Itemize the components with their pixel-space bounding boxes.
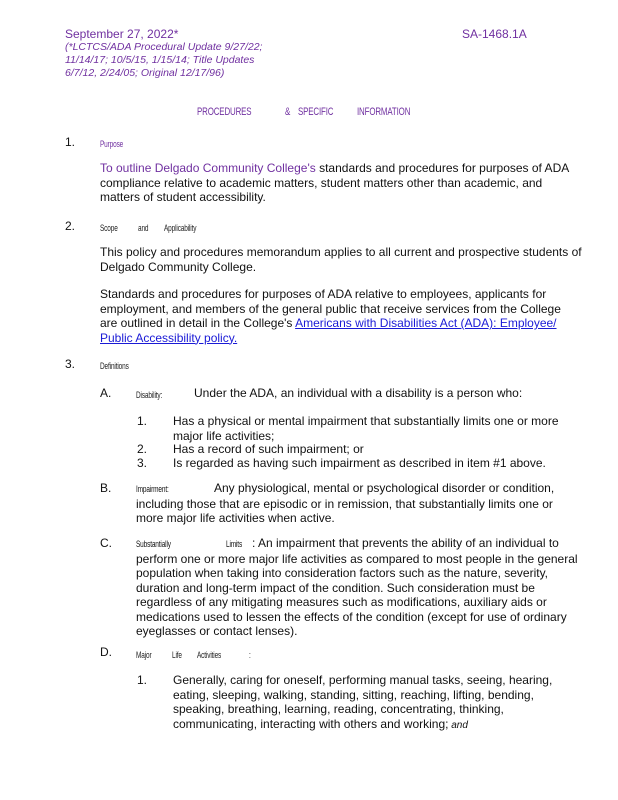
definition-text: Substantially Limits : An impairment that prevents the ability of an individual to perform one or more major life activities as compared to most people in the general population when taking into consideration factors such as the nature, severity, duration and long-term impact of the condition. Such consideration must be regardless of any mitigating measures such as modifications, auxiliary aids or medications used to lessen the effects of the condition (except for use of ordinary eyeglasses or contact lenses). [136, 536, 578, 638]
purpose-paragraph: To outline Delgado Community College's standards and procedures for purposes of ADA compliance relative to academic matters, student matters other than academic, and matters of student accessibility. [100, 161, 569, 204]
document-date: September 27, 2022* [65, 27, 179, 41]
section-heading-definitions: Definitions [100, 361, 129, 371]
update-note-line: 11/14/17; 10/5/15, 1/15/14; Title Updates [65, 54, 255, 66]
page-title-word: & [285, 106, 291, 118]
list-item: Is regarded as having such impairment as described in item #1 above. [173, 456, 546, 470]
scope-paragraph-2: Standards and procedures for purposes of ADA relative to employees, applicants for employment, and members of the general public that receive services from the College are outlined in detail in the College's Americans with Disabilities Act (ADA): Employee/ Public Accessibility policy. [100, 287, 561, 345]
list-number: 1. [137, 673, 148, 687]
section-number: 3. [65, 357, 76, 371]
update-note-line: 6/7/12, 2/24/05; Original 12/17/96) [65, 67, 225, 79]
page-title-word: SPECIFIC [298, 106, 334, 118]
definition-text: Impairment: Any physiological, mental or psychological disorder or condition, including those that are episodic or in remission, that substantially limits one or more major life activities when active. [136, 481, 555, 525]
list-item: Has a physical or mental impairment that substantially limits one or more major life activities; [173, 414, 559, 443]
definition-term: Disability: [136, 390, 163, 400]
definition-letter: D. [100, 645, 112, 659]
page-title-word: PROCEDURES [197, 106, 252, 118]
definition-term: Impairment: [136, 484, 169, 494]
list-number: 1. [137, 414, 148, 428]
definition-term: Limits [226, 539, 243, 549]
definition-letter: A. [100, 386, 112, 400]
purpose-highlight: To outline Delgado Community College's [100, 161, 316, 175]
scope-paragraph-1: This policy and procedures memorandum applies to all current and prospective students of Delgado Community College. [100, 245, 582, 274]
update-note-line: (*LCTCS/ADA Procedural Update 9/27/22; [65, 41, 263, 53]
definition-term: Major [136, 650, 152, 660]
section-heading-scope: Scope [100, 223, 118, 233]
definition-text: Under the ADA, an individual with a disability is a person who: [194, 386, 523, 400]
definition-letter: B. [100, 481, 112, 495]
definition-term: Substantially [136, 539, 171, 549]
section-number: 2. [65, 219, 76, 233]
section-heading-scope: Applicability [164, 223, 197, 233]
document-number: SA-1468.1A [462, 27, 527, 41]
ada-policy-link[interactable]: Americans with Disabilities Act (ADA): Employee/ Public Accessibility policy. [100, 316, 557, 345]
definition-term: Activities [197, 650, 222, 660]
list-number: 3. [137, 456, 148, 470]
update-note [65, 41, 365, 80]
definition-term: : [249, 650, 251, 660]
section-heading-purpose: Purpose [100, 139, 124, 149]
section-heading-scope: and [138, 223, 149, 233]
list-item: Has a record of such impairment; or [173, 442, 364, 456]
section-number: 1. [65, 135, 76, 149]
list-number: 2. [137, 442, 148, 456]
definition-term: Life [172, 650, 182, 660]
definition-letter: C. [100, 536, 112, 550]
list-item: Generally, caring for oneself, performing manual tasks, seeing, hearing, eating, sleeping, walking, standing, sitting, reaching, lifting, bending, speaking, breathing, learning, reading, concentrating, thinking, communicating, interacting with others and working; and [173, 673, 553, 731]
page-title-word: INFORMATION [357, 106, 411, 118]
